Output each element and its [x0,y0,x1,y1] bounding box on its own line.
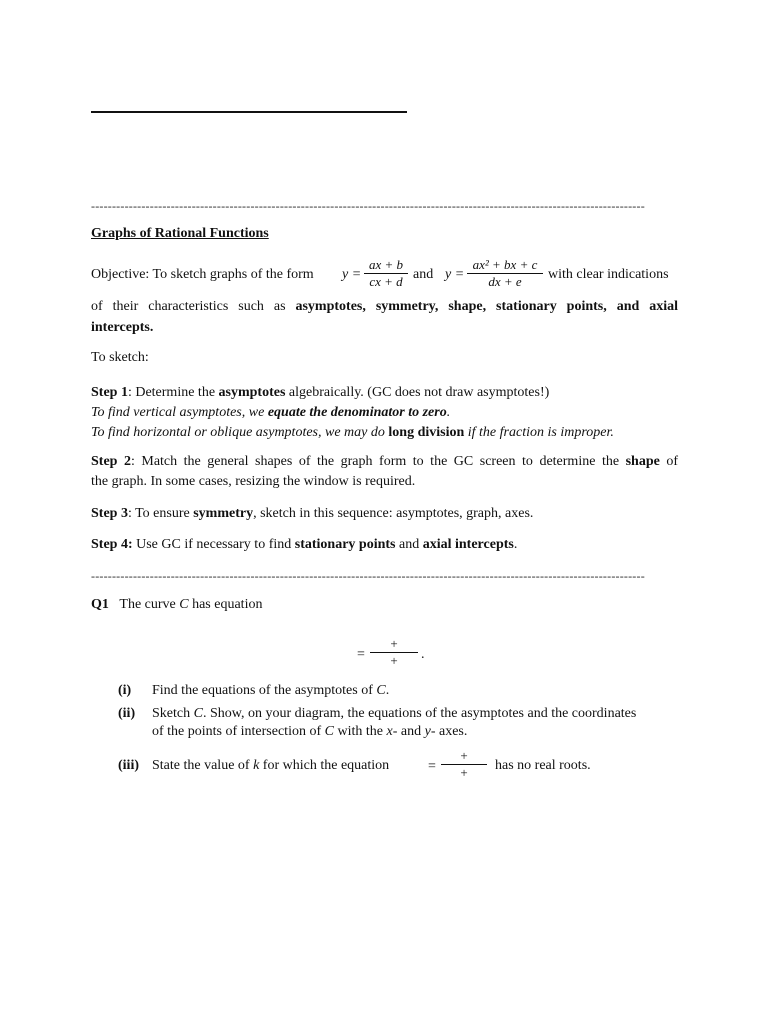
q1-text-c: has equation [188,597,263,612]
step4-line [91,536,678,554]
objective-line-2 [91,298,678,316]
step4-text-e: . [513,537,518,552]
part-ii-line-1 [152,705,636,723]
step1-line-1 [91,384,678,402]
objective-suffix: with clear indications [548,267,669,282]
step3-text-b: symmetry [193,506,254,521]
form2-lhs: y = [445,267,465,282]
q1-eq-numerator: + [390,636,398,651]
q1-eq-lhs: = [357,647,365,662]
step2-text-a: : Match the general shapes of the graph form to the GC screen to determine the [130,454,626,469]
step2-text-c: of [659,454,678,469]
part-iii-d: has no real roots. [495,758,591,773]
form2-numerator: ax² + bx + c [472,257,538,272]
part-ii-l2c: with the [333,724,387,739]
step3-label: Step 3 [91,506,128,521]
form1-fraction [364,257,408,290]
objective-line3-bold: intercepts. [91,320,154,335]
header-rule [91,111,407,113]
separator-top: ------------------------------------------------------------------------------------------------------------------------------------ [91,199,645,213]
step1-l2c: . [446,405,451,420]
step2-line-2: the graph. In some cases, resizing the window is required. [91,474,416,489]
part-ii-l2f: y [424,724,431,739]
part-iii-eq-fraction [441,748,487,781]
step1-l2b: equate the denominator to zero [267,405,447,420]
part-i-label: (i) [118,683,132,698]
step4-text-d: axial intercepts [422,537,514,552]
part-ii-l1b: C [193,706,203,721]
form1-denominator: cx + d [369,274,403,289]
part-ii-l2g: - axes. [430,724,468,739]
part-i-a: Find the equations of the asymptotes of [152,683,377,698]
part-i-c: . [385,683,390,698]
q1-eq-end: . [421,647,425,662]
part-ii-line-2 [152,723,467,741]
part-ii-l1a: Sketch [152,706,194,721]
part-iii-text [152,757,389,775]
step1-label: Step 1 [91,385,128,400]
step3-text-a: : To ensure [127,506,194,521]
objective-prefix: Objective: To sketch graphs of the form [91,267,314,282]
separator-bottom: ------------------------------------------------------------------------------------------------------------------------------------ [91,569,645,583]
part-iii-c: for which the equation [259,758,390,773]
step1-line-3 [91,424,678,442]
section-title-text: Graphs of Rational Functions [91,226,269,241]
step3-text-c: , sketch in this sequence: asymptotes, graph, axes. [253,506,534,521]
step3-line [91,505,678,523]
part-ii-l1c: . Show, on your diagram, the equations of the asymptotes and the coordinates [202,706,637,721]
step1-l3c: if the fraction is improper. [464,425,614,440]
step1-text-a: : Determine the [127,385,219,400]
part-iii-label: (iii) [118,758,139,773]
step1-text-c: algebraically. (GC does not draw asymptotes!) [285,385,550,400]
section-title [91,225,678,243]
step4-text-b: stationary points [294,537,396,552]
objective-line-3 [91,319,678,337]
step1-l3b: long division [388,425,465,440]
form2-denominator: dx + e [488,274,522,289]
objective-and: and [413,267,434,282]
part-iii-eq-numerator: + [460,748,468,763]
step2-label: Step 2 [91,454,131,469]
q1-label: Q1 [91,597,109,612]
part-i-b: C [376,683,386,698]
step2-line-1 [91,453,678,471]
q1-eq-denominator: + [390,653,398,668]
step2-text-b: shape [625,454,660,469]
to-sketch-label: To sketch: [91,350,149,365]
part-i-text [152,682,389,700]
form1-lhs: y = [342,267,362,282]
step4-text-c: and [395,537,423,552]
part-iii-eq-denominator: + [460,765,468,780]
step1-text-b: asymptotes [218,385,286,400]
part-ii-l2a: of the points of intersection of [152,724,325,739]
form2-fraction [467,257,543,290]
part-ii-l2e: - and [392,724,425,739]
objective-line2-bold: asymptotes, symmetry, shape, stationary points, and axial [295,299,678,314]
step1-l3a: To find horizontal or oblique asymptotes, we may do [91,425,389,440]
part-iii-b: k [253,758,260,773]
objective-line2-text: of their characteristics such as [91,299,296,314]
step4-label: Step 4: [91,537,133,552]
part-ii-l2b: C [324,724,334,739]
q1-text-a: The curve [119,597,180,612]
part-iii-eq-lhs: = [428,759,436,774]
q1-eq-fraction [370,636,418,669]
part-iii-a: State the value of [152,758,254,773]
step1-l2a: To find vertical asymptotes, we [91,405,268,420]
part-ii-l2d: x [386,724,393,739]
q1-line [91,596,678,614]
q1-text-b: C [179,597,189,612]
step1-line-2 [91,404,678,422]
form1-numerator: ax + b [368,257,404,272]
step4-text-a: Use GC if necessary to find [132,537,295,552]
part-ii-label: (ii) [118,706,136,721]
